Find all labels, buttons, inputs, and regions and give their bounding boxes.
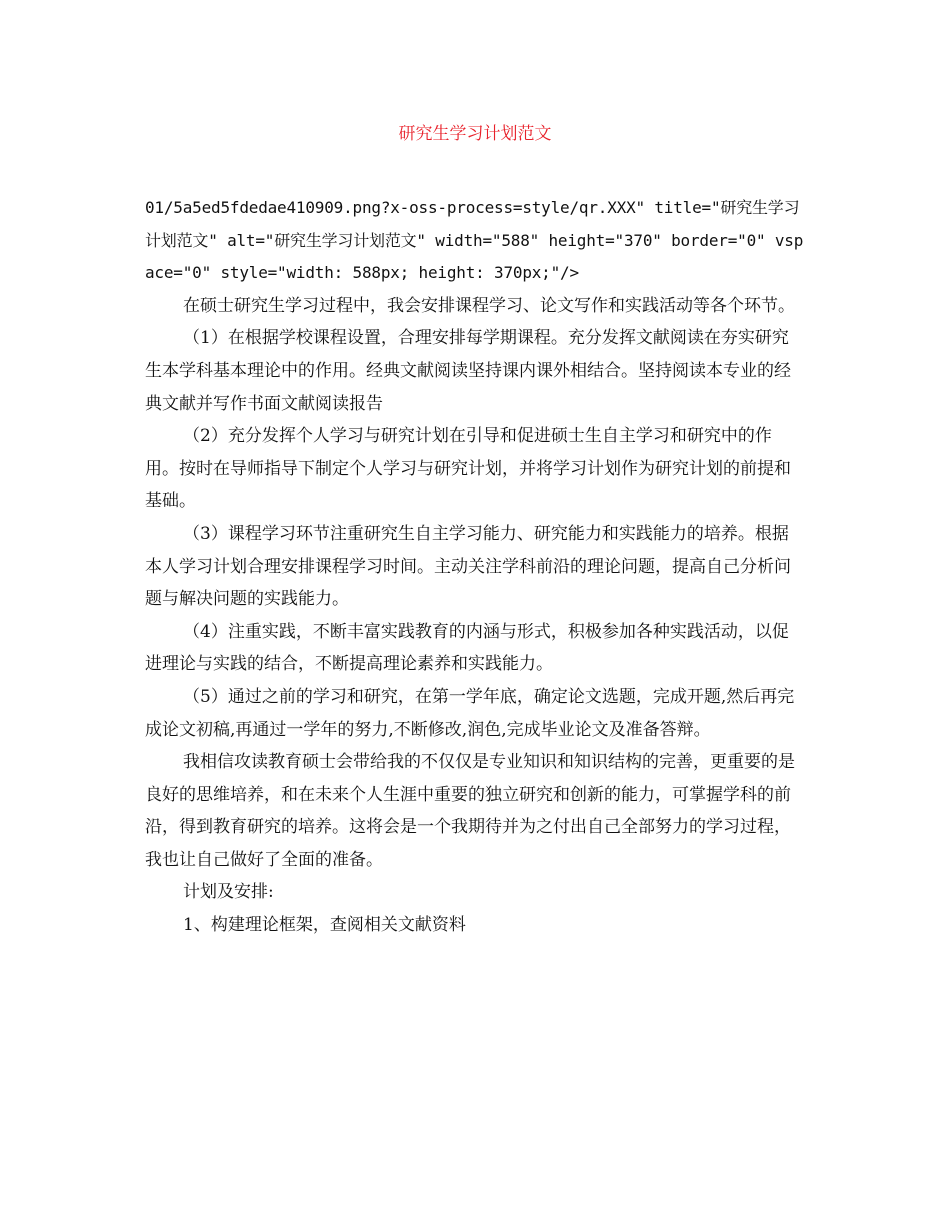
plan-item-1: 1、构建理论框架，查阅相关文献资料: [183, 915, 466, 936]
paragraph-item-1: （1）在根据学校课程设置，合理安排每学期课程。充分发挥文献阅读在夯实研究生本学科基本理论中的作用。经典文献阅读坚持课内课外相结合。坚持阅读本专业的经典文献并写作书面文献阅读报告: [145, 328, 791, 414]
html-code-fragment: 01/5a5ed5fdedae410909.png?x-oss-process=style/qr.XXX" title="研究生学习计划范文" alt="研究生学习计划范文" width="588" height="370" border="0" vspace="0" style="width: 588px; height: 370px;"/>: [145, 198, 804, 283]
paragraph-conclusion: 我相信攻读教育硕士会带给我的不仅仅是专业知识和知识结构的完善，更重要的是良好的思维培养，和在未来个人生涯中重要的独立研究和创新的能力，可掌握学科的前沿，得到教育研究的培养。这将会是一个我期待并为之付出自己全部努力的学习过程，我也让自己做好了全面的准备。: [145, 752, 795, 870]
plan-heading: 计划及安排:: [183, 882, 274, 903]
paragraph-item-4: （4）注重实践，不断丰富实践教育的内涵与形式，积极参加各种实践活动，以促进理论与实践的结合，不断提高理论素养和实践能力。: [145, 621, 789, 675]
document-body: [145, 192, 805, 942]
document-title: 研究生学习计划范文: [398, 124, 552, 144]
paragraph-item-5: （5）通过之前的学习和研究，在第一学年底，确定论文选题，完成开题,然后再完成论文初稿,再通过一学年的努力,不断修改,润色,完成毕业论文及准备答辩。: [145, 686, 795, 740]
paragraph-item-3: （3）课程学习环节注重研究生自主学习能力、研究能力和实践能力的培养。根据本人学习计划合理安排课程学习时间。主动关注学科前沿的理论问题，提高自己分析问题与解决问题的实践能力。: [145, 523, 791, 610]
paragraph-item-2: （2）充分发挥个人学习与研究计划在引导和促进硕士生自主学习和研究中的作用。按时在导师指导下制定个人学习与研究计划，并将学习计划作为研究计划的前提和基础。: [145, 426, 791, 512]
paragraph-intro: 在硕士研究生学习过程中，我会安排课程学习、论文写作和实践活动等各个环节。: [183, 295, 795, 316]
